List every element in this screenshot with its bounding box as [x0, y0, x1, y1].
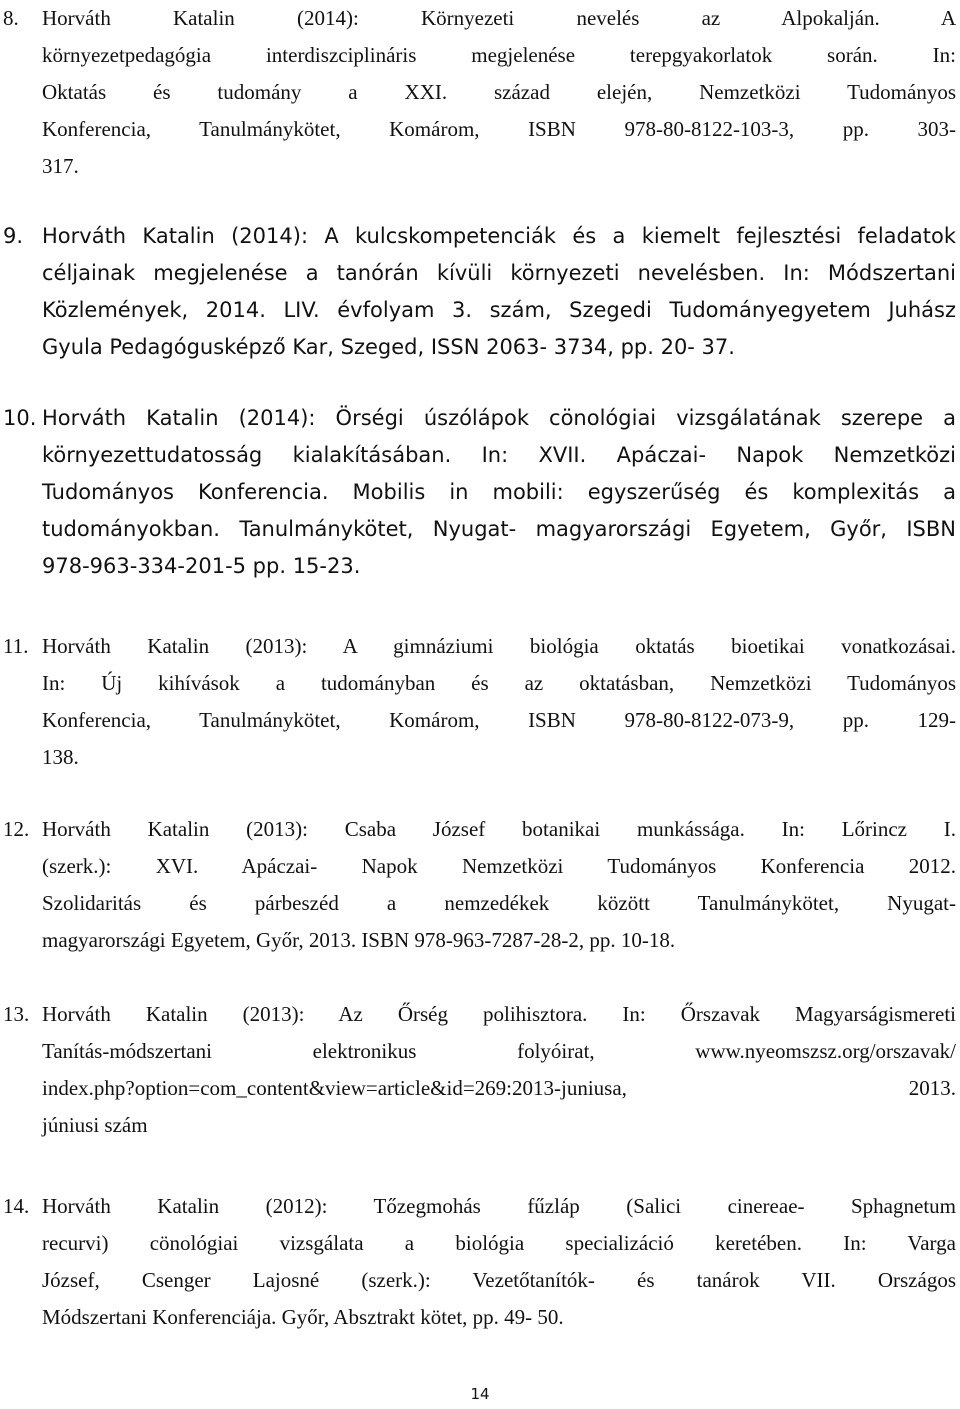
page-number: 14 [470, 1385, 490, 1403]
reference-line: Gyula Pedagógusképző Kar, Szeged, ISSN 2063- 3734, pp. 20- 37. [42, 335, 735, 359]
reference-line: Konferencia, Tanulmánykötet, Komárom, ISBN 978-80-8122-103-3, pp. 303- [42, 117, 956, 141]
reference-line: Tudományos Konferencia. Mobilis in mobili: egyszerűség és komplexitás a [42, 480, 956, 504]
reference-line: Horváth Katalin (2014): Környezeti nevelés az Alpokalján. A [42, 6, 956, 30]
reference-line: Horváth Katalin (2013): Csaba József botanikai munkássága. In: Lőrincz I. [42, 817, 956, 841]
reference-number: 12. [3, 817, 30, 841]
reference-line: Horváth Katalin (2014): A kulcskompetenciák és a kiemelt fejlesztési feladatok [42, 224, 956, 248]
reference-line: tudományokban. Tanulmánykötet, Nyugat- magyarországi Egyetem, Győr, ISBN [42, 517, 956, 541]
reference-line: Horváth Katalin (2012): Tőzegmohás fűzláp (Salici cinereae- Sphagnetum [42, 1194, 956, 1218]
reference-line: Közlemények, 2014. LIV. évfolyam 3. szám, Szegedi Tudományegyetem Juhász [42, 298, 956, 322]
reference-line: Tanítás-módszertani elektronikus folyóirat, www.nyeomszsz.org/orszavak/ [42, 1039, 956, 1063]
reference-number: 9. [3, 224, 24, 248]
reference-line: környezetpedagógia interdiszciplináris megjelenése terepgyakorlatok során. In: [42, 43, 956, 67]
reference-line: júniusi szám [42, 1113, 148, 1137]
reference-line: Szolidaritás és párbeszéd a nemzedékek között Tanulmánykötet, Nyugat- [42, 891, 956, 915]
reference-line: index.php?option=com_content&view=article&id=269:2013-juniusa, 2013. [42, 1076, 956, 1100]
reference-line: Konferencia, Tanulmánykötet, Komárom, ISBN 978-80-8122-073-9, pp. 129- [42, 708, 956, 732]
reference-line: 317. [42, 154, 79, 178]
reference-line: Módszertani Konferenciája. Győr, Absztrakt kötet, pp. 49- 50. [42, 1305, 564, 1329]
reference-line: Oktatás és tudomány a XXI. század elején, Nemzetközi Tudományos [42, 80, 956, 104]
reference-line: recurvi) cönológiai vizsgálata a biológia specializáció keretében. In: Varga [42, 1231, 956, 1255]
reference-line: Horváth Katalin (2013): A gimnáziumi biológia oktatás bioetikai vonatkozásai. [42, 634, 956, 658]
reference-line: Horváth Katalin (2013): Az Őrség polihisztora. In: Őrszavak Magyarságismereti [42, 1002, 956, 1026]
reference-number: 13. [3, 1002, 30, 1026]
reference-line: In: Új kihívások a tudományban és az oktatásban, Nemzetközi Tudományos [42, 671, 956, 695]
reference-line: Horváth Katalin (2014): Örségi úszólápok cönológiai vizsgálatának szerepe a [42, 406, 956, 430]
reference-line: környezettudatosság kialakításában. In: XVII. Apáczai- Napok Nemzetközi [42, 443, 956, 467]
reference-number: 14. [3, 1194, 30, 1218]
reference-line: céljainak megjelenése a tanórán kívüli környezeti nevelésben. In: Módszertani [42, 261, 956, 285]
reference-line: József, Csenger Lajosné (szerk.): Vezetőtanítók- és tanárok VII. Országos [42, 1268, 956, 1292]
reference-line: 978-963-334-201-5 pp. 15-23. [42, 554, 361, 578]
reference-number: 11. [3, 634, 29, 658]
reference-number: 10. [3, 406, 37, 430]
reference-line: (szerk.): XVI. Apáczai- Napok Nemzetközi Tudományos Konferencia 2012. [42, 854, 956, 878]
reference-line: 138. [42, 745, 79, 769]
reference-line: magyarországi Egyetem, Győr, 2013. ISBN 978-963-7287-28-2, pp. 10-18. [42, 928, 676, 952]
reference-number: 8. [3, 6, 19, 30]
